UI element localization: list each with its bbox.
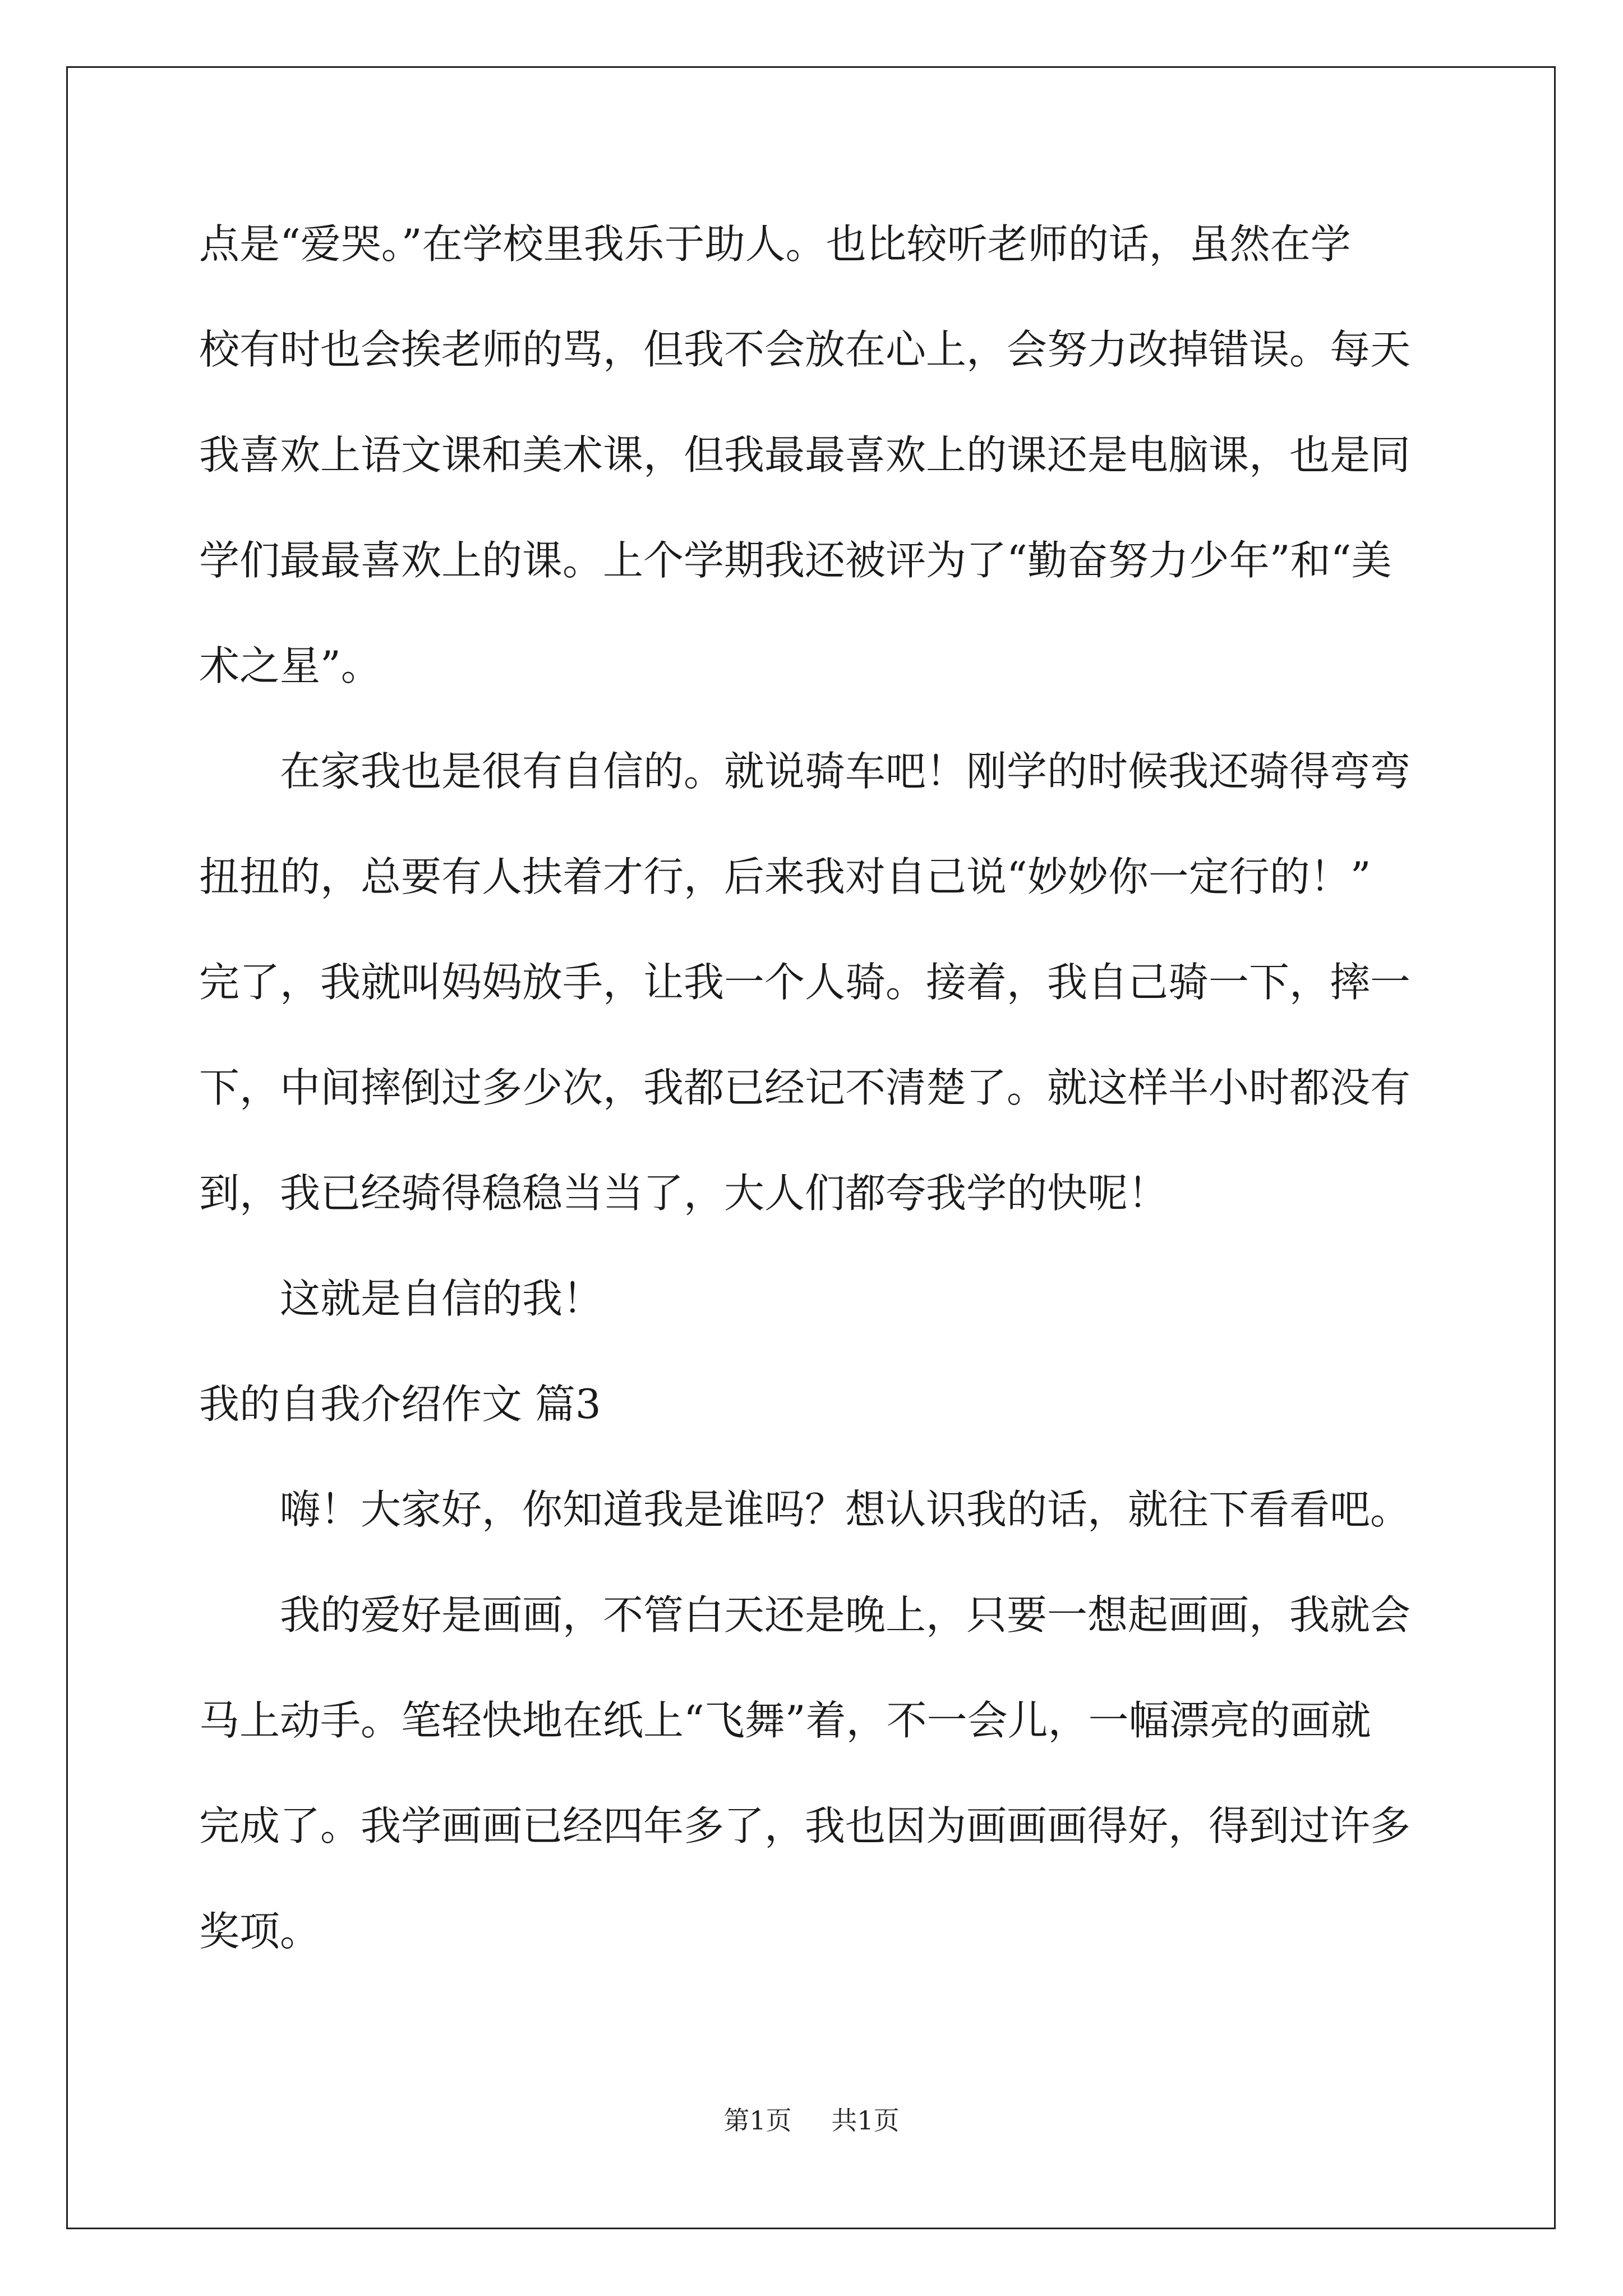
text-line: 马上动手。笔轻快地在纸上“飞舞”着，不一会儿，一幅漂亮的画就 [199,1697,1371,1744]
paragraph-start-line: 这就是自信的我！ [280,1275,603,1322]
text-line: 点是“爱哭。”在学校里我乐于助人。也比较听老师的话，虽然在学 [199,220,1351,268]
text-line: 完成了。我学画画已经四年多了，我也因为画画画得好，得到过许多 [199,1802,1411,1849]
text-line: 扭扭的，总要有人扶着才行，后来我对自己说“妙妙你一定行的！” [199,853,1371,900]
text-line: 我喜欢上语文课和美术课，但我最最喜欢上的课还是电脑课，也是同 [199,431,1411,478]
page-number-current: 第1页 [723,2105,792,2136]
document-body [199,216,1424,2009]
paragraph-start-line: 我的爱好是画画，不管白天还是晚上，只要一想起画画，我就会 [280,1591,1411,1639]
page-footer [0,2104,1623,2137]
text-line: 下，中间摔倒过多少次，我都已经记不清楚了。就这样半小时都没有 [199,1064,1411,1111]
text-line: 完了，我就叫妈妈放手，让我一个人骑。接着，我自己骑一下，摔一 [199,959,1411,1006]
paragraph-start-line: 在家我也是很有自信的。就说骑车吧！刚学的时候我还骑得弯弯 [280,748,1411,795]
text-line: 到，我已经骑得稳稳当当了，大人们都夸我学的快呢！ [199,1170,1169,1217]
text-line: 术之星”。 [199,642,381,689]
text-line: 学们最最喜欢上的课。上个学期我还被评为了“勤奋努力少年”和“美 [199,537,1392,584]
text-line: 校有时也会挨老师的骂，但我不会放在心上，会努力改掉错误。每天 [199,326,1411,373]
text-line: 奖项。 [199,1908,321,1955]
section-heading: 我的自我介绍作文 篇3 [199,1381,601,1428]
paragraph-start-line: 嗨！大家好，你知道我是谁吗？想认识我的话，就往下看看吧。 [280,1486,1411,1533]
page-number-total: 共1页 [831,2105,900,2136]
